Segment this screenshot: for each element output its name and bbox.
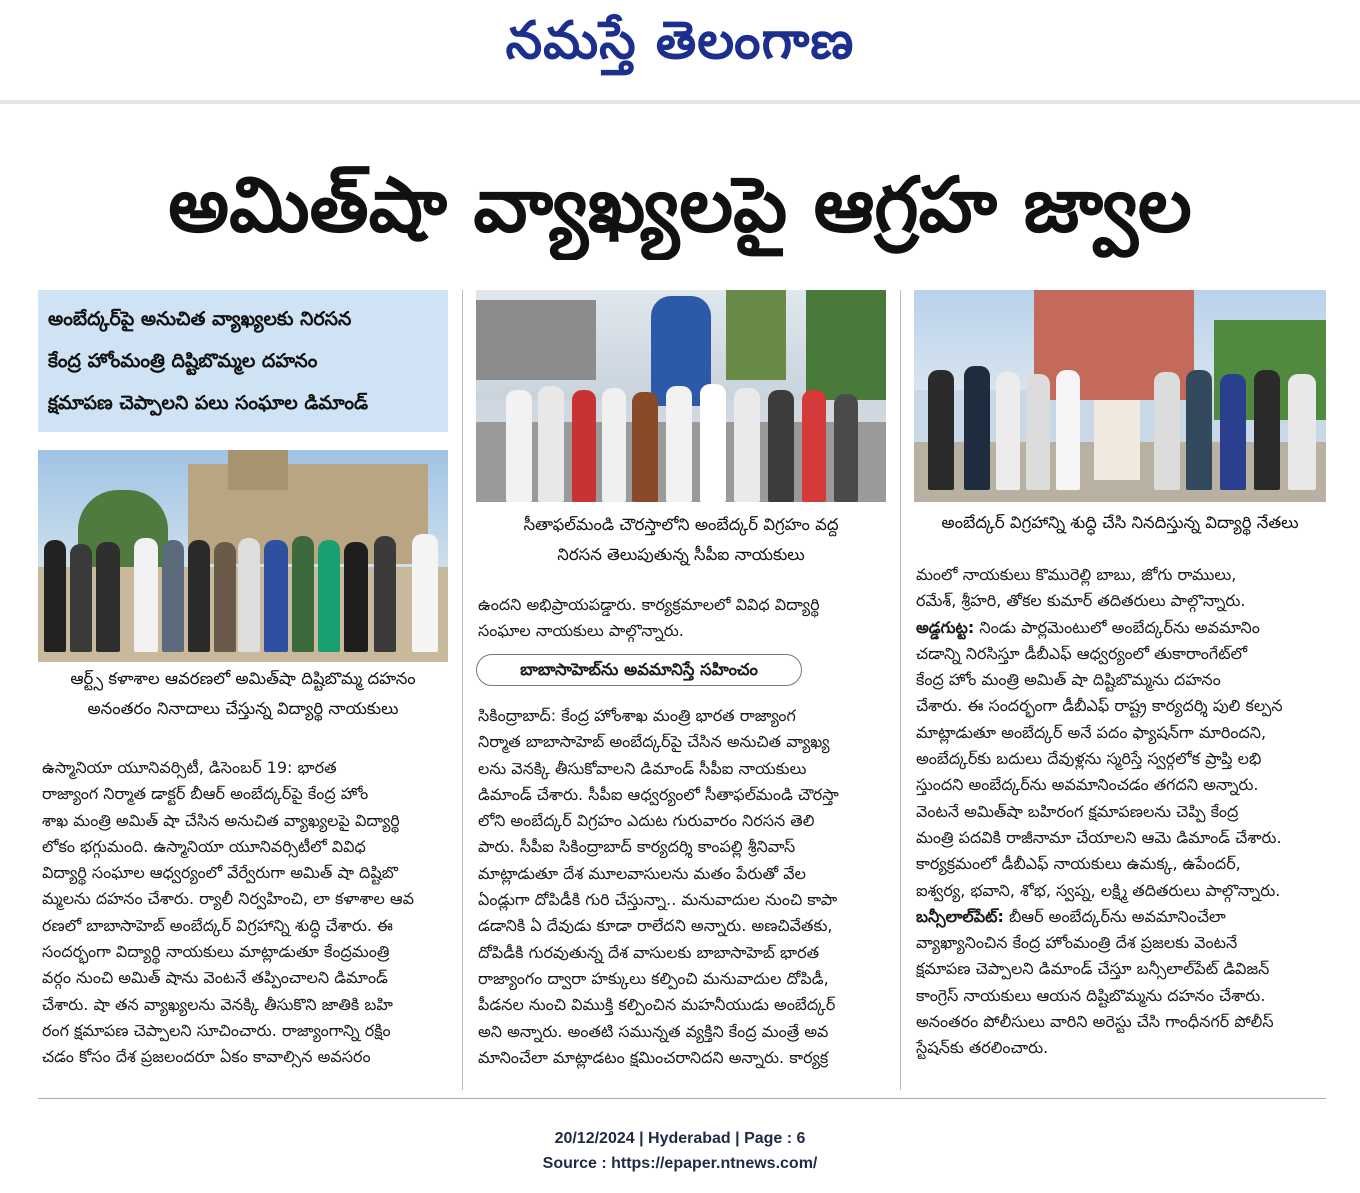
caption-line: అంబేద్కర్ విగ్రహాన్ని శుద్ధి చేసి నినదిస్తున్న విద్యార్థి నేతలు (941, 513, 1299, 532)
newspaper-logo: నమస్తే తెలంగాణ (505, 10, 855, 71)
text-line (916, 615, 1326, 641)
photo-cpi-protest (476, 290, 886, 502)
text-line: మ్మలను దహనం చేశారు. ర్యాలీ నిర్వహించి, లా కళాశాల ఆవ (42, 889, 415, 909)
masthead-divider (0, 100, 1360, 104)
text-line: అంబేద్కర్‌కు బదులు దేవుళ్లను స్మరిస్తే స్వర్గలోక ప్రాప్తి లభి (916, 749, 1262, 769)
photo-arts-college-protest (38, 450, 448, 662)
text-line: నిర్మాత బాబాసాహెబ్ అంబేద్కర్‌పై చేసిన అనుచిత వ్యాఖ్య (478, 732, 830, 752)
text-line: శాఖ మంత్రి అమిత్ షా చేసిన అనుచిత వ్యాఖ్యలపై విద్యార్థి (42, 810, 400, 830)
text-fragment: బీఆర్ అంబేద్కర్‌ను అవమానించేలా (1003, 906, 1226, 926)
text-line: చడం కోసం దేశ ప్రజలందరూ ఏకం కావాల్సిన అవసరం (42, 1047, 371, 1067)
text-line: వెంటనే అమిత్‌షా బహిరంగ క్షమాపణలను చెప్పి కేంద్ర (916, 801, 1239, 821)
text-line: లను వెనక్కి తీసుకోవాలని డిమాండ్ సీపీఐ నాయకులు (478, 758, 807, 778)
caption-line: అనంతరం నినాదాలు చేస్తున్న విద్యార్థి నాయకులు (87, 699, 399, 718)
text-line: ఉస్మానియా యూనివర్సిటీ, డిసెంబర్ 19: భారత (42, 758, 337, 777)
caption-line: సీతాఫల్‌మండి చౌరస్తాలోని అంబేద్కర్ విగ్రహం వద్ద (523, 515, 839, 534)
text-line: పీడనల నుంచి విముక్తి కల్పించిన మహనీయుడు అంబేద్కర్ (478, 995, 836, 1015)
text-line: సంఘాల నాయకులు పాల్గొన్నారు. (478, 621, 684, 641)
section-subhead: బాబాసాహెబ్‌ను అవమానిస్తే సహించం (476, 654, 802, 686)
subhead-line: క్షమాపణ చెప్పాలని పలు సంఘాల డిమాండ్ (48, 392, 369, 414)
text-line (916, 904, 1326, 930)
text-line: ఉందని అభిప్రాయపడ్డారు. కార్యక్రమాలలో వివిధ విద్యార్థి (478, 595, 820, 614)
caption-line: ఆర్ట్స్ కళాశాల ఆవరణలో అమిత్‌షా దిష్టిబొమ్మ దహనం (70, 669, 416, 688)
text-line: రమేశ్, శ్రీహరి, తోకల కుమార్ తదితరులు పాల్గొన్నారు. (916, 591, 1246, 611)
text-line: మంలో నాయకులు కొమురెల్లి బాబు, జోగు రాములు, (916, 565, 1237, 584)
text-line: మానించేలా మాట్లాడటం క్షమించరానిదని అన్నారు. కార్యక్ర (478, 1047, 829, 1067)
text-line: సికింద్రాబాద్: కేంద్ర హోంశాఖ మంత్రి భారత రాజ్యాంగ (478, 706, 796, 725)
text-line: డడానికి ఏ దేవుడు కూడా రాలేదని అన్నారు. అణచివేతకు, (478, 916, 833, 936)
text-line: అనంతరం పోలీసులు వారిని అరెస్టు చేసి గాంధీనగర్ పోలీస్ (916, 1012, 1274, 1032)
dateline: బన్సీలాల్‌పేట్: (916, 906, 1004, 926)
text-line: మంత్రి పదవికి రాజీనామా చేయాలని ఆమె డిమాండ్ చేశారు. (916, 827, 1282, 847)
article-column-2-top (478, 592, 888, 645)
text-line: మాట్లాడుతూ దేశ మూలవాసులను మతం పేరుతో వేల (478, 863, 806, 883)
subheads-box (38, 290, 448, 432)
photo-statue-cleansing (914, 290, 1326, 502)
article-column-2 (478, 703, 888, 1071)
subhead-line: అంబేద్కర్‌పై అనుచిత వ్యాఖ్యలకు నిరసన (48, 308, 352, 330)
text-line: మాట్లాడుతూ అంబేద్కర్ అనే పదం ఫ్యాషన్‌గా మారిందని, (916, 722, 1267, 742)
text-line: వర్గం నుంచి అమిత్ షాను వెంటనే తప్పించాలని డిమాండ్ (42, 968, 388, 988)
text-line: రాజ్యాంగ నిర్మాత డాక్టర్ బీఆర్ అంబేద్కర్‌పై కేంద్ర హోం (42, 784, 369, 804)
text-line: చడాన్ని నిరసిస్తూ డీబీఎఫ్ ఆధ్వర్యంలో తుకారాంగేట్‌లో (916, 643, 1248, 663)
text-line: అని అన్నారు. అంతటి సమున్నత వ్యక్తిని కేంద్ర మంత్రే అవ (478, 1021, 829, 1041)
text-fragment: నిండు పార్లమెంటులో అంబేద్కర్‌ను అవమానిం (974, 617, 1260, 637)
text-line: విద్యార్థి సంఘాల ఆధ్వర్యంలో వేర్వేరుగా అమిత్ షా దిష్టిబొ (42, 863, 399, 883)
text-line: లోకం భగ్గుమంది. ఉస్మానియా యూనివర్సిటీలో వివిధ (42, 836, 366, 856)
text-line: చేశారు. ఈ సందర్భంగా డీబీఎఫ్ రాష్ట్ర కార్యదర్శి పులి కల్పన (916, 696, 1283, 716)
text-line: స్టేషన్‌కు తరలించారు. (916, 1038, 1049, 1058)
photo-caption (476, 510, 886, 570)
text-line: క్షమాపణ చెప్పాలని డిమాండ్ చేస్తూ బన్సీలాల్‌పేట్ డివిజన్ (916, 959, 1270, 979)
text-line: స్తుందని అంబేద్కర్‌ను అవమానించడం తగదని అన్నారు. (916, 775, 1259, 795)
article-headline: అమిత్‌షా వ్యాఖ్యలపై ఆగ్రహ జ్వాల (168, 160, 1192, 249)
text-line: రణలో బాబాసాహెబ్ అంబేద్కర్ విగ్రహాన్ని శుద్ధి చేశారు. ఈ (42, 915, 393, 935)
text-line: లోని అంబేద్కర్ విగ్రహం ఎదుట గురువారం నిరసన తెలి (478, 811, 815, 831)
photo-caption (38, 664, 448, 724)
text-line: దోపిడీకి గురవుతున్న దేశ వాసులకు బాబాసాహెబ్ భారత (478, 942, 820, 962)
article-column-3 (916, 562, 1326, 1062)
text-line: కాంగ్రెస్ నాయకులు ఆయన దిష్టిబొమ్మను దహనం చేశారు. (916, 985, 1266, 1005)
subhead-line: కేంద్ర హోంమంత్రి దిష్టిబొమ్మల దహనం (48, 350, 318, 372)
text-line: చేశారు. షా తన వ్యాఖ్యలను వెనక్కి తీసుకొని జాతికి బహి (42, 994, 393, 1014)
dateline: అడ్డగుట్ట: (916, 617, 975, 637)
text-line: పారు. సీపీఐ సికింద్రాబాద్ కార్యదర్శి కాంపల్లి శ్రీనివాస్ (478, 837, 796, 857)
text-line: ఐశ్వర్య, భవాని, శోభ, స్వప్న, లక్ష్మి తదితరులు పాల్గొన్నారు. (916, 880, 1281, 900)
text-line: ఏండ్లుగా దోపిడీకి గురి చేస్తున్నా.. మనువాదుల నుంచి కాపా (478, 890, 838, 910)
text-line: వ్యాఖ్యానించిన కేంద్ర హోంమంత్రి దేశ ప్రజలకు వెంటనే (916, 933, 1238, 953)
source-link[interactable]: Source : https://epaper.ntnews.com/ (542, 1155, 818, 1172)
page-info: 20/12/2024 | Hyderabad | Page : 6 (554, 1130, 806, 1147)
text-line: రంగ క్షమాపణ చెప్పాలని సూచించారు. రాజ్యాంగాన్ని రక్షిం (42, 1020, 391, 1040)
text-line: కార్యక్రమంలో డీబీఎఫ్ నాయకులు ఉమక్క, ఉపేందర్, (916, 854, 1241, 874)
photo-caption (914, 508, 1326, 538)
bottom-divider (38, 1098, 1326, 1099)
column-divider (462, 290, 463, 1090)
text-line: సందర్భంగా విద్యార్థి నాయకులు మాట్లాడుతూ కేంద్రమంత్రి (42, 942, 390, 962)
caption-line: నిరసన తెలుపుతున్న సీపీఐ నాయకులు (557, 545, 805, 564)
text-line: డిమాండ్ చేశారు. సీపీఐ ఆధ్వర్యంలో సీతాఫల్‌మండి చౌరస్తా (478, 784, 839, 804)
text-line: రాజ్యాంగం ద్వారా హక్కులు కల్పించి మనువాదుల దోపిడీ, (478, 968, 829, 988)
masthead (0, 0, 1360, 100)
text-line: కేంద్ర హోం మంత్రి అమిత్ షా దిష్టిబొమ్మను దహనం (916, 670, 1221, 690)
column-divider (900, 290, 901, 1090)
article-column-1 (42, 755, 450, 1071)
